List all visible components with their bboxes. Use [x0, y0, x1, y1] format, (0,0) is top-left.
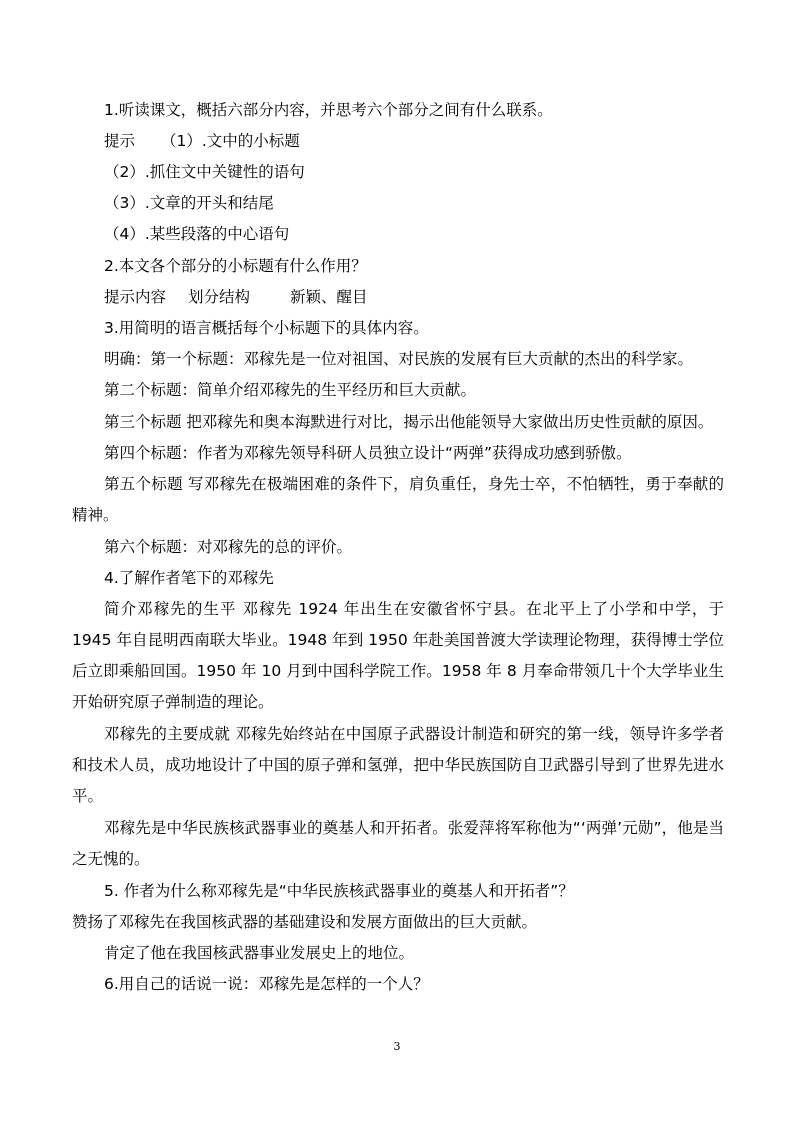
answer-2-content: 提示内容	[104, 288, 167, 306]
page-number: 3	[393, 1040, 401, 1053]
question-2: 2.本文各个部分的小标题有什么作用？	[104, 257, 367, 275]
title-summary-1: 明确：第一个标题：邓稼先是一位对祖国、对民族的发展有巨大贡献的杰出的科学家。	[104, 350, 694, 368]
tip-item-1: （1）.文中的小标题	[161, 132, 300, 150]
question-5: 5. 作者为什么称邓稼先是“中华民族核武器事业的奠基人和开拓者”？	[104, 882, 574, 900]
tip-label: 提示	[104, 132, 136, 150]
paragraph-life: 简介邓稼先的生平 邓稼先 1924 年出生在安徽省怀宁县。在北平上了小学和中学，于 1945 年自昆明西南联大毕业。1948 年到 1950 年赴美国普渡大学读理论物理，获得博士学位后立即乘船回国。1950 年 10 月到中国科学院工作。1958 年 8 月奉命带领几十个大学毕业生开始研究原子弹制造的理论。	[72, 600, 724, 711]
title-summary-5: 第五个标题 写邓稼先在极端困难的条件下，肩负重任，身先士卒，不怕牺牲，勇于奉献的精神。	[72, 475, 724, 524]
answer-5-line-1: 赞扬了邓稼先在我国核武器的基础建设和发展方面做出的巨大贡献。	[72, 913, 538, 931]
paragraph-achievements: 邓稼先的主要成就 邓稼先始终站在中国原子武器设计制造和研究的第一线，领导许多学者和技术人员，成功地设计了中国的原子弹和氢弹，把中华民族国防自卫武器引导到了世界先进水平。	[72, 725, 724, 805]
title-summary-3: 第三个标题 把邓稼先和奥本海默进行对比，揭示出他能领导大家做出历史性贡献的原因。	[104, 413, 714, 431]
tip-row	[104, 126, 724, 157]
answer-5-line-2: 肯定了他在我国核武器事业发展史上的地位。	[104, 944, 415, 962]
tip-item-4: （4）.某些段落的中心语句	[104, 225, 290, 243]
answer-2-novel: 新颖、醒目	[290, 288, 368, 306]
title-summary-2: 第二个标题：简单介绍邓稼先的生平经历和巨大贡献。	[104, 381, 477, 399]
question-1: 1.听读课文，概括六部分内容，并思考六个部分之间有什么联系。	[104, 101, 553, 119]
answer-2-structure: 划分结构	[188, 288, 251, 306]
paragraph-pioneer: 邓稼先是中华民族核武器事业的奠基人和开拓者。张爱萍将军称他为“‘两弹’元勋”，他是当之无愧的。	[72, 819, 724, 868]
answer-2-row	[104, 282, 724, 313]
title-summary-4: 第四个标题：作者为邓稼先领导科研人员独立设计“两弹”获得成功感到骄傲。	[104, 444, 632, 462]
tip-item-3: （3）.文章的开头和结尾	[104, 194, 274, 212]
question-6: 6.用自己的话说一说：邓稼先是怎样的一个人？	[104, 975, 429, 993]
question-4: 4.了解作者笔下的邓稼先	[104, 569, 274, 587]
title-summary-6: 第六个标题：对邓稼先的总的评价。	[104, 538, 353, 556]
question-3: 3.用简明的语言概括每个小标题下的具体内容。	[104, 319, 429, 337]
tip-item-2: （2）.抓住文中关键性的语句	[104, 163, 305, 181]
